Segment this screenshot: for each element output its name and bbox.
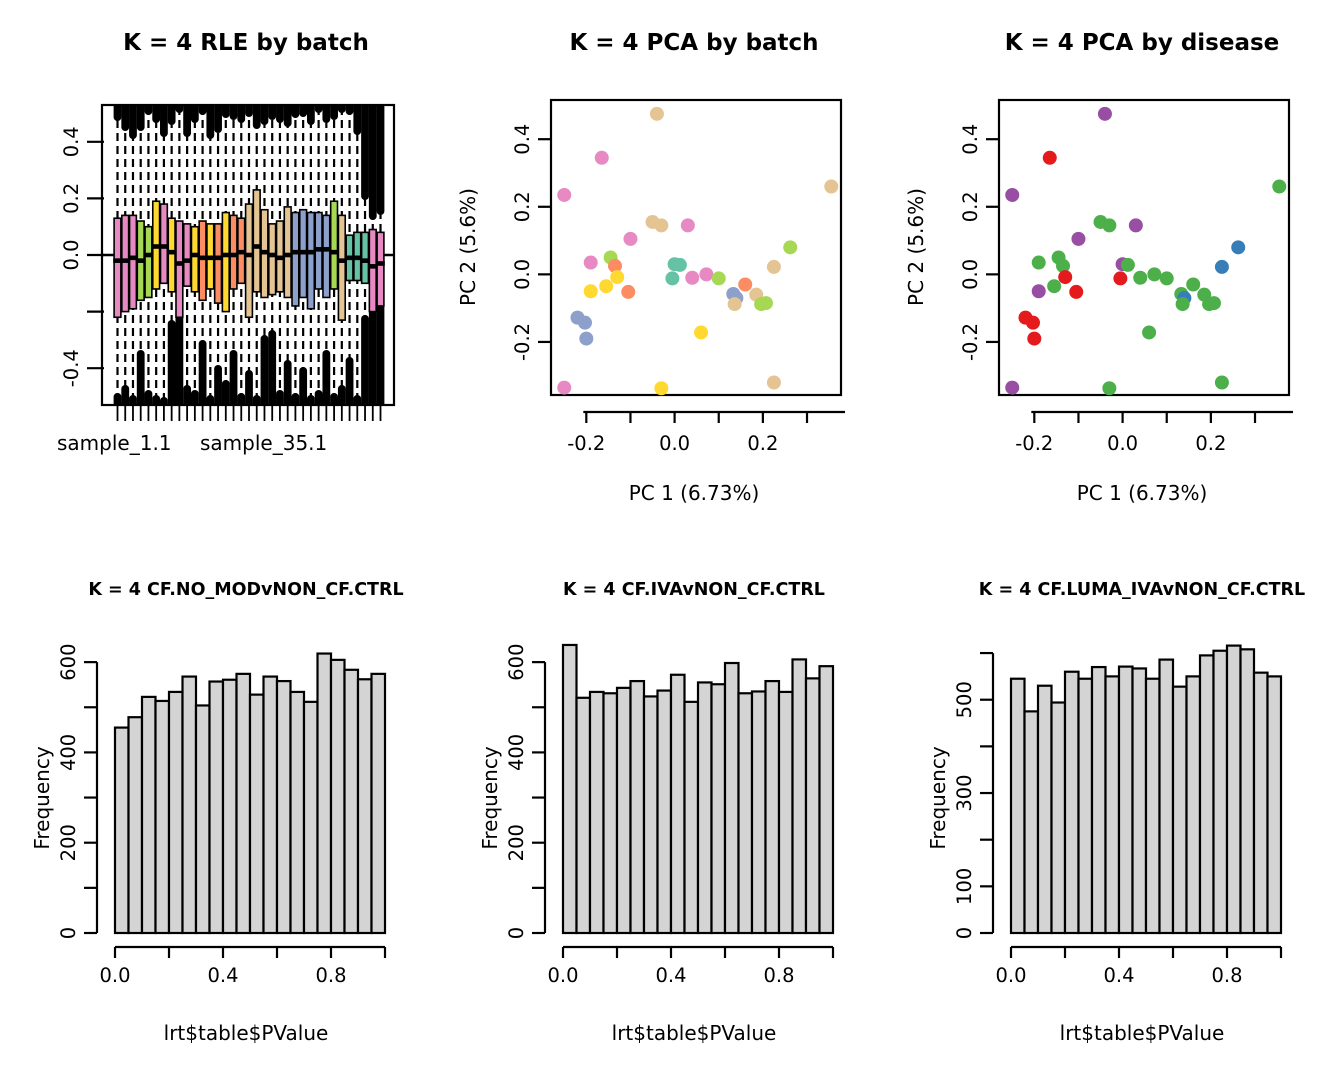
median-line (136, 258, 145, 263)
outlier-cluster-top (261, 100, 269, 125)
median-line (345, 256, 354, 261)
sample-point (654, 218, 668, 232)
outlier-cluster-top (237, 100, 245, 123)
histogram-bar (264, 677, 278, 933)
histogram-bar (210, 682, 224, 933)
median-line (322, 247, 331, 252)
outlier-cluster-top (245, 100, 253, 117)
rle-box (253, 190, 260, 292)
median-line (113, 258, 122, 263)
sample-point (665, 271, 679, 285)
histogram-bars (563, 645, 833, 933)
outlier-cluster-bottom (299, 367, 307, 410)
svg-text:0.4: 0.4 (60, 126, 83, 158)
sample-point (1133, 271, 1147, 285)
svg-text:600: 600 (57, 643, 80, 681)
histogram-bar (1254, 673, 1268, 933)
histogram-bar (671, 675, 685, 933)
outlier-cluster-top (338, 100, 346, 113)
outlier-cluster-top (276, 100, 284, 123)
plot-title: K = 4 PCA by batch (569, 30, 819, 56)
histogram-bar (766, 681, 780, 933)
median-line (160, 244, 169, 249)
sample-point (557, 188, 571, 202)
sample-point (599, 279, 613, 293)
svg-text:0.2: 0.2 (1195, 432, 1227, 455)
sample-point (1272, 180, 1286, 194)
sample-point (699, 267, 713, 281)
histogram-bar (658, 691, 672, 933)
sample-point (1215, 260, 1229, 274)
svg-text:0.4: 0.4 (655, 964, 687, 987)
svg-text:0.0: 0.0 (547, 964, 579, 987)
histogram-bar (291, 692, 305, 933)
outlier-cluster-bottom (284, 360, 292, 410)
rle-box (161, 204, 168, 283)
panel-pca-by-batch (448, 0, 896, 540)
rle-box (307, 213, 314, 309)
sample-point (1098, 107, 1112, 121)
median-line (198, 256, 207, 261)
sample-point (1231, 240, 1245, 254)
sample-point (783, 240, 797, 254)
svg-text:100: 100 (953, 867, 976, 905)
scatter-points (557, 107, 838, 395)
svg-text:-0.2: -0.2 (567, 432, 606, 455)
svg-text:0.4: 0.4 (1103, 964, 1135, 987)
svg-text:0.0: 0.0 (99, 964, 131, 987)
median-line (221, 253, 230, 258)
sample-point (579, 332, 593, 346)
histogram-bar (752, 691, 766, 933)
rle-box (168, 218, 175, 292)
outlier-cluster-bottom (168, 320, 176, 410)
histogram-bar (577, 698, 591, 933)
histogram-bar (237, 674, 251, 933)
histogram-bar (1106, 676, 1120, 933)
x-axis-label: PC 1 (6.73%) (1076, 481, 1208, 505)
panel-hist-iva (448, 540, 896, 1075)
median-line (361, 258, 370, 263)
pvalue-histogram-canvas (0, 540, 448, 1075)
panel-hist-luma-iva (896, 540, 1344, 1075)
svg-text:0.0: 0.0 (959, 258, 982, 290)
histogram-bar (223, 680, 237, 933)
sample-point (712, 271, 726, 285)
sample-point (1207, 296, 1221, 310)
median-line (206, 256, 215, 261)
rle-plot-area (102, 100, 394, 410)
outlier-cluster-bottom (261, 335, 269, 410)
outlier-cluster-bottom (377, 300, 385, 410)
outlier-cluster-top (369, 100, 377, 220)
x-axis-label: lrt$table$PValue (611, 1021, 777, 1045)
svg-text:0.8: 0.8 (315, 964, 347, 987)
histogram-bar (1011, 679, 1025, 933)
outlier-cluster-bottom (361, 315, 369, 410)
sample-point (1071, 232, 1085, 246)
svg-text:0.0: 0.0 (511, 258, 534, 290)
svg-text:200: 200 (505, 824, 528, 862)
sample-point (1027, 332, 1041, 346)
histogram-bar (1187, 676, 1201, 933)
panel-hist-no-mod (0, 540, 448, 1075)
pca-disease-scatter-canvas (896, 0, 1344, 540)
rle-box (184, 224, 191, 286)
histogram-bars (1011, 646, 1281, 933)
histogram-bar (196, 705, 210, 933)
median-line (214, 256, 223, 261)
sample-point (1058, 270, 1072, 284)
histogram-bar (1052, 703, 1066, 933)
outlier-cluster-bottom (268, 330, 276, 410)
y-axis-label: PC 2 (5.6%) (456, 188, 480, 306)
rle-box (362, 232, 369, 283)
rle-box (230, 215, 237, 289)
svg-text:0.0: 0.0 (995, 964, 1027, 987)
histogram-bar (1214, 651, 1228, 933)
rle-box (323, 215, 330, 297)
median-line (252, 244, 261, 249)
rle-box (215, 224, 222, 303)
histogram-bar (1065, 672, 1079, 933)
svg-text:400: 400 (505, 733, 528, 772)
sample-point (728, 297, 742, 311)
histogram-bar (590, 692, 604, 933)
sample-point (1005, 188, 1019, 202)
sample-point (1032, 284, 1046, 298)
sample-point (1026, 316, 1040, 330)
median-line (175, 261, 184, 266)
svg-text:0.0: 0.0 (60, 239, 83, 271)
svg-text:-0.2: -0.2 (1015, 432, 1054, 455)
sample-point (673, 258, 687, 272)
sample-point (1069, 285, 1083, 299)
median-line (314, 247, 323, 252)
svg-text:0: 0 (57, 926, 80, 940)
svg-text:0.2: 0.2 (959, 191, 982, 223)
rle-box (176, 221, 183, 317)
histogram-bar (1079, 679, 1093, 933)
histogram-bar (712, 684, 726, 933)
histogram-bar (358, 679, 372, 933)
histogram-bar (115, 728, 129, 933)
outlier-cluster-top (268, 100, 276, 120)
rle-boxplot-canvas (0, 0, 448, 540)
outlier-cluster-top (361, 100, 369, 200)
median-line (260, 250, 269, 255)
outlier-cluster-top (222, 100, 230, 118)
outlier-cluster-top (199, 100, 207, 115)
sample-point (584, 256, 598, 270)
outlier-cluster-top (230, 100, 238, 120)
svg-text:600: 600 (505, 643, 528, 681)
sample-point (1043, 151, 1057, 165)
histogram-bar (1133, 668, 1147, 933)
histogram-bar (183, 677, 197, 933)
pca-batch-scatter-canvas (448, 0, 896, 540)
svg-text:-0.4: -0.4 (60, 349, 83, 388)
median-line (245, 253, 254, 258)
sample-point (681, 218, 695, 232)
svg-text:400: 400 (57, 733, 80, 772)
histogram-bar (725, 663, 739, 933)
sample-point (650, 107, 664, 121)
outlier-cluster-top (307, 100, 315, 125)
svg-text:0.2: 0.2 (60, 182, 83, 214)
sample-point (1102, 381, 1116, 395)
sample-point (1142, 325, 1156, 339)
pvalue-histogram-canvas (448, 540, 896, 1075)
median-line (330, 250, 339, 255)
outlier-cluster-bottom (175, 310, 183, 410)
sample-point (767, 260, 781, 274)
histogram-bar (250, 695, 264, 933)
x-axis-first-sample-label: sample_1.1 (57, 431, 172, 455)
outlier-cluster-bottom (214, 365, 222, 410)
svg-text:0.0: 0.0 (1107, 432, 1139, 455)
median-line (307, 250, 316, 255)
median-line (237, 250, 246, 255)
histogram-bar (331, 660, 345, 933)
median-line (353, 256, 362, 261)
y-axis-label: Frequency (478, 746, 502, 850)
outlier-cluster-bottom (322, 350, 330, 410)
histogram-bar (1119, 667, 1133, 933)
histogram-bar (631, 681, 645, 933)
svg-text:0.2: 0.2 (747, 432, 779, 455)
histogram-bar (1160, 660, 1174, 933)
svg-text:0.4: 0.4 (207, 964, 239, 987)
rle-box (377, 232, 384, 306)
outlier-cluster-top (114, 100, 122, 121)
sample-point (685, 271, 699, 285)
outlier-cluster-top (168, 100, 176, 125)
plot-title: K = 4 PCA by disease (1004, 30, 1280, 56)
svg-text:300: 300 (953, 774, 976, 812)
outlier-cluster-top (346, 100, 354, 115)
rle-box (145, 227, 152, 298)
rle-box (191, 227, 198, 292)
histogram-bar (277, 681, 291, 933)
rle-box (130, 215, 137, 308)
svg-text:0: 0 (505, 926, 528, 940)
outlier-cluster-top (191, 100, 199, 123)
median-line (338, 258, 347, 263)
histogram-bar (1227, 646, 1241, 933)
sample-point (1121, 258, 1135, 272)
svg-text:0.4: 0.4 (959, 123, 982, 155)
histogram-bar (685, 702, 699, 933)
median-line (376, 261, 385, 266)
histogram-bar (156, 701, 170, 933)
median-line (144, 253, 153, 258)
svg-text:0.8: 0.8 (1211, 964, 1243, 987)
y-axis-label: Frequency (30, 746, 54, 850)
median-line (121, 258, 130, 263)
histogram-bar (345, 670, 359, 933)
histogram-bar (1268, 676, 1282, 933)
svg-text:200: 200 (57, 824, 80, 862)
histogram-bar (129, 717, 143, 933)
rle-box (114, 218, 121, 317)
histogram-bars (115, 654, 385, 933)
rle-box (222, 213, 229, 312)
svg-text:0.4: 0.4 (511, 123, 534, 155)
outlier-cluster-bottom (346, 357, 354, 410)
median-line (299, 250, 308, 255)
rle-box (331, 201, 338, 289)
svg-text:0.8: 0.8 (763, 964, 795, 987)
sample-point (610, 270, 624, 284)
histogram-bar (169, 692, 183, 933)
plot-title: K = 4 CF.IVAvNON_CF.CTRL (563, 580, 825, 600)
sample-point (621, 285, 635, 299)
outlier-cluster-top (175, 100, 183, 113)
rle-box (284, 207, 291, 298)
sample-point (1129, 218, 1143, 232)
svg-text:500: 500 (953, 681, 976, 719)
sample-point (1047, 279, 1061, 293)
median-line (268, 253, 277, 258)
rle-box (199, 221, 206, 300)
y-axis-label: Frequency (926, 746, 950, 850)
histogram-bar (304, 702, 318, 933)
histogram-bar (372, 674, 386, 933)
histogram-bar (644, 696, 658, 933)
plot-title: K = 4 CF.NO_MODvNON_CF.CTRL (88, 580, 404, 600)
x-axis-label: lrt$table$PValue (163, 1021, 329, 1045)
outlier-cluster-top (145, 100, 153, 115)
svg-text:0: 0 (953, 926, 976, 940)
histogram-bar (1025, 711, 1039, 933)
sample-point (1160, 271, 1174, 285)
sample-point (694, 325, 708, 339)
histogram-bar (1038, 686, 1052, 933)
median-line (167, 250, 176, 255)
histogram-bar (617, 688, 631, 933)
sample-point (759, 296, 773, 310)
median-line (183, 258, 192, 263)
outlier-cluster-bottom (137, 350, 145, 410)
svg-text:0.2: 0.2 (511, 191, 534, 223)
y-axis-label: PC 2 (5.6%) (904, 188, 928, 306)
outlier-cluster-top (315, 100, 323, 113)
pvalue-histogram-canvas (896, 540, 1344, 1075)
median-line (283, 253, 292, 258)
sample-point (1215, 375, 1229, 389)
sample-point (1176, 297, 1190, 311)
x-axis-label: lrt$table$PValue (1059, 1021, 1225, 1045)
median-line (229, 253, 238, 258)
sample-point (738, 278, 752, 292)
plot-title: K = 4 CF.LUMA_IVAvNON_CF.CTRL (978, 580, 1306, 600)
sample-point (595, 151, 609, 165)
histogram-bar (793, 659, 807, 933)
sample-point (557, 381, 571, 395)
histogram-bar (1092, 667, 1106, 933)
sample-point (584, 284, 598, 298)
sample-point (654, 381, 668, 395)
sample-point (1147, 267, 1161, 281)
sample-point (767, 375, 781, 389)
svg-text:-0.2: -0.2 (959, 322, 982, 361)
x-axis-label: PC 1 (6.73%) (628, 481, 760, 505)
outlier-cluster-top (299, 100, 307, 117)
svg-text:0.0: 0.0 (659, 432, 691, 455)
histogram-bar (563, 645, 577, 933)
sample-point (1113, 271, 1127, 285)
histogram-bar (1241, 649, 1255, 933)
outlier-cluster-top (292, 100, 300, 118)
median-line (276, 256, 285, 261)
outlier-cluster-top (152, 100, 160, 123)
rle-box (269, 224, 276, 295)
histogram-bar (142, 697, 156, 933)
median-line (291, 250, 300, 255)
rle-box (292, 213, 299, 306)
median-line (368, 264, 377, 269)
median-line (152, 244, 161, 249)
rle-box (338, 215, 345, 320)
sample-point (1186, 278, 1200, 292)
histogram-bar (1200, 655, 1214, 933)
outlier-cluster-bottom (199, 340, 207, 410)
histogram-bar (318, 654, 332, 933)
outlier-cluster-top (377, 100, 385, 215)
histogram-bar (820, 666, 834, 933)
sample-point (824, 180, 838, 194)
plot-title: K = 4 RLE by batch (123, 30, 369, 56)
median-line (191, 253, 200, 258)
scatter-points (1005, 107, 1286, 395)
outlier-cluster-bottom (230, 350, 238, 410)
histogram-bar (806, 678, 820, 933)
histogram-bar (1173, 687, 1187, 933)
histogram-bar (1146, 679, 1160, 933)
outlier-cluster-top (330, 100, 338, 120)
rle-box (369, 230, 376, 312)
panel-pca-by-disease (896, 0, 1344, 540)
panel-rle-by-batch (0, 0, 448, 540)
sample-point (1032, 256, 1046, 270)
x-axis-last-sample-label: sample_35.1 (200, 431, 328, 455)
rle-box (246, 204, 253, 317)
sample-point (1005, 381, 1019, 395)
histogram-bar (698, 682, 712, 933)
histogram-bar (604, 693, 618, 933)
rle-box (122, 215, 129, 311)
sample-point (623, 232, 637, 246)
outlier-cluster-top (322, 100, 330, 123)
histogram-bar (779, 692, 793, 933)
svg-text:-0.2: -0.2 (511, 322, 534, 361)
histogram-bar (739, 693, 753, 933)
sample-point (1102, 218, 1116, 232)
sample-point (578, 316, 592, 330)
median-line (129, 256, 138, 261)
